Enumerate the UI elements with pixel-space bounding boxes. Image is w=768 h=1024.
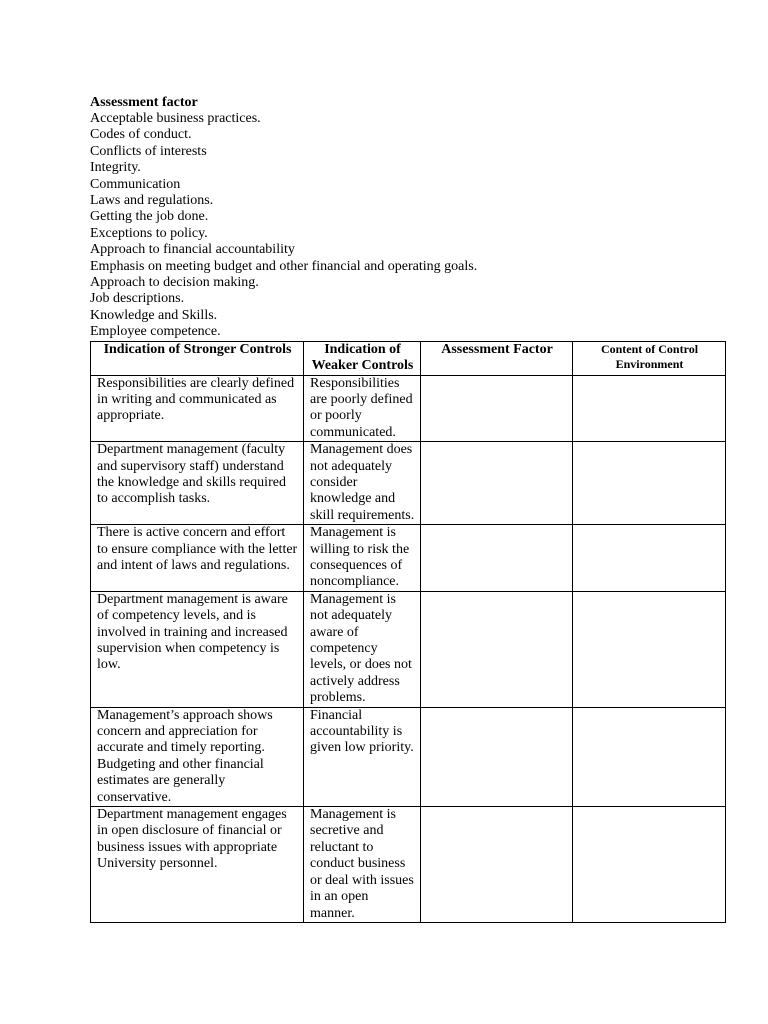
cell-weaker: Management is not adequately aware of competency levels, or does not actively address problems.: [304, 591, 421, 707]
table-row: [91, 375, 726, 442]
cell-control-environment: [573, 375, 726, 442]
cell-assessment-factor: [421, 807, 573, 923]
cell-stronger: There is active concern and effort to ensure compliance with the letter and intent of laws and regulations.: [91, 525, 304, 592]
factor-item: Knowledge and Skills.: [90, 307, 218, 323]
cell-control-environment: [573, 707, 726, 806]
table-row: [91, 525, 726, 592]
table-header-row: [91, 341, 726, 375]
cell-control-environment: [573, 525, 726, 592]
factor-item: Getting the job done.: [90, 209, 209, 225]
cell-stronger: Department management (faculty and supervisory staff) understand the knowledge and skills required to accomplish tasks.: [91, 442, 304, 525]
cell-weaker: Management is secretive and reluctant to conduct business or deal with issues in an open manner.: [304, 807, 421, 923]
cell-weaker: Responsibilities are poorly defined or poorly communicated.: [304, 375, 421, 442]
header-stronger-controls: Indication of Stronger Controls: [91, 341, 304, 375]
cell-stronger: Department management engages in open disclosure of financial or business issues with appropriate University personnel.: [91, 807, 304, 923]
factor-item: Approach to financial accountability: [90, 242, 295, 258]
factor-item: Integrity.: [90, 160, 141, 176]
cell-control-environment: [573, 442, 726, 525]
table-row: [91, 807, 726, 923]
factor-item: Emphasis on meeting budget and other financial and operating goals.: [90, 258, 478, 274]
factor-item: Laws and regulations.: [90, 193, 214, 209]
cell-weaker: Financial accountability is given low priority.: [304, 707, 421, 806]
cell-assessment-factor: [421, 707, 573, 806]
cell-stronger: Department management is aware of competency levels, and is involved in training and increased supervision when competency is low.: [91, 591, 304, 707]
cell-weaker: Management is willing to risk the consequences of noncompliance.: [304, 525, 421, 592]
factor-item: Acceptable business practices.: [90, 111, 261, 126]
table-row: [91, 591, 726, 707]
header-weaker-controls: Indication of Weaker Controls: [304, 341, 421, 375]
factor-item: Codes of conduct.: [90, 127, 192, 143]
header-control-environment: Content of Control Environment: [573, 341, 726, 375]
table-row: [91, 442, 726, 525]
cell-stronger: Responsibilities are clearly defined in writing and communicated as appropriate.: [91, 375, 304, 442]
factor-item: Employee competence.: [90, 324, 221, 340]
header-assessment-factor: Assessment Factor: [421, 341, 573, 375]
document-page: [90, 94, 726, 923]
cell-weaker: Management does not adequately consider knowledge and skill requirements.: [304, 442, 421, 525]
cell-assessment-factor: [421, 591, 573, 707]
cell-assessment-factor: [421, 442, 573, 525]
table-row: [91, 707, 726, 806]
factor-item: Job descriptions.: [90, 291, 185, 307]
factor-item: Exceptions to policy.: [90, 225, 208, 241]
cell-assessment-factor: [421, 525, 573, 592]
controls-table: [90, 341, 726, 923]
factor-item: Approach to decision making.: [90, 275, 259, 291]
cell-stronger: Management’s approach shows concern and appreciation for accurate and timely reporting. Budgeting and other financial estimates are generally conservative.: [91, 707, 304, 806]
assessment-factor-heading: Assessment factor: [90, 95, 198, 110]
factor-item: Conflicts of interests: [90, 143, 207, 159]
cell-control-environment: [573, 591, 726, 707]
cell-control-environment: [573, 807, 726, 923]
factor-item: Communication: [90, 176, 181, 192]
cell-assessment-factor: [421, 375, 573, 442]
assessment-factor-list: [90, 111, 726, 341]
